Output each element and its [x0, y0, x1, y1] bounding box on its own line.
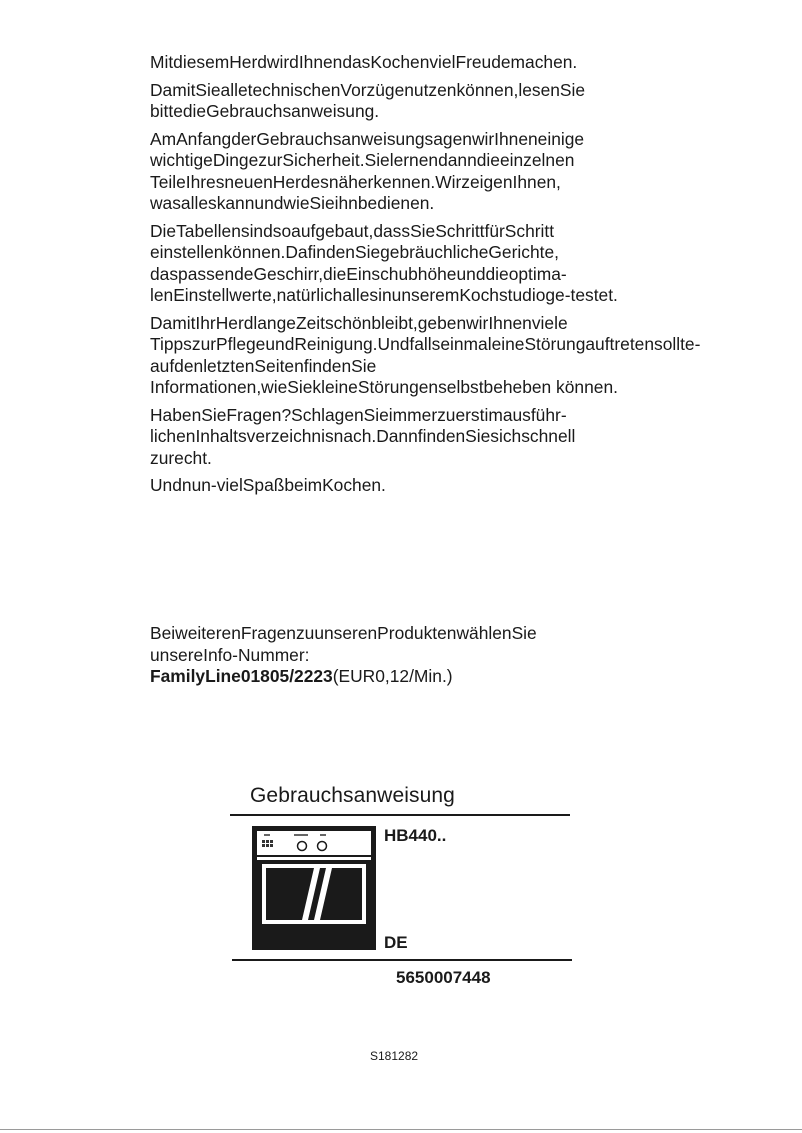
- document-id: S181282: [370, 1049, 419, 1063]
- bottom-rule: [232, 959, 572, 961]
- intro-paragraph-3: AmAnfangderGebrauchsanweisungsagenwirIhneneinige wichtigeDingezurSicherheit.Sielernendanndieeinzelnen TeileIhresneuenHerdesnäherkennen.WirzeigenIhnen, wasalleskannundwieSieihnbedienen.: [150, 128, 585, 213]
- hotline-line: [150, 666, 620, 688]
- cover-title: Gebrauchsanweisung: [250, 784, 455, 807]
- intro-paragraph-2: DamitSiealletechnischenVorzügenutzenkönnen,lesenSie bittedieGebrauchsanweisung.: [150, 79, 586, 121]
- intro-paragraph-7: Undnun-vielSpaßbeimKochen.: [150, 475, 386, 495]
- language-code: DE: [384, 933, 408, 952]
- intro-text: [150, 52, 701, 503]
- model-number: HB440..: [384, 826, 447, 845]
- title-rule: [230, 814, 570, 816]
- hotline-label: FamilyLine01805/2223: [150, 666, 333, 686]
- intro-paragraph-5: DamitIhrHerdlangeZeitschönbleibt,gebenwirIhnenviele TippszurPflegeundReinigung.UndfallseinmaleineStörungauftretensollte-aufdenletztenSeitenfindenSie Informationen,wieSiekleineStörungenselbstbeheben können.: [150, 312, 701, 397]
- page-edge-line: [0, 1129, 802, 1130]
- info-text: BeiweiterenFragenzuunserenProduktenwählenSie unsereInfo-Nummer:: [150, 623, 537, 665]
- info-hotline-block: [150, 623, 620, 688]
- intro-paragraph-6: HabenSieFragen?SchlagenSieimmerzuerstimausführ-lichenInhaltsverzeichnisnach.DannfindenSiesichschnell zurecht.: [150, 404, 576, 468]
- oven-icon: [252, 826, 376, 950]
- part-number: 5650007448: [396, 968, 491, 987]
- hotline-rate: (EUR0,12/Min.): [332, 666, 453, 686]
- intro-paragraph-4: DieTabellensindsoaufgebaut,dassSieSchrittfürSchritt einstellenkönnen.DafindenSiegebräuchlicheGerichte, daspassendeGeschirr,dieEinschubhöheunddieoptima-lenEinstellwerte,natürlichallesinunseremKochstudioge-testet.: [150, 220, 618, 305]
- intro-paragraph-1: MitdiesemHerdwirdIhnendasKochenvielFreudemachen.: [150, 52, 578, 72]
